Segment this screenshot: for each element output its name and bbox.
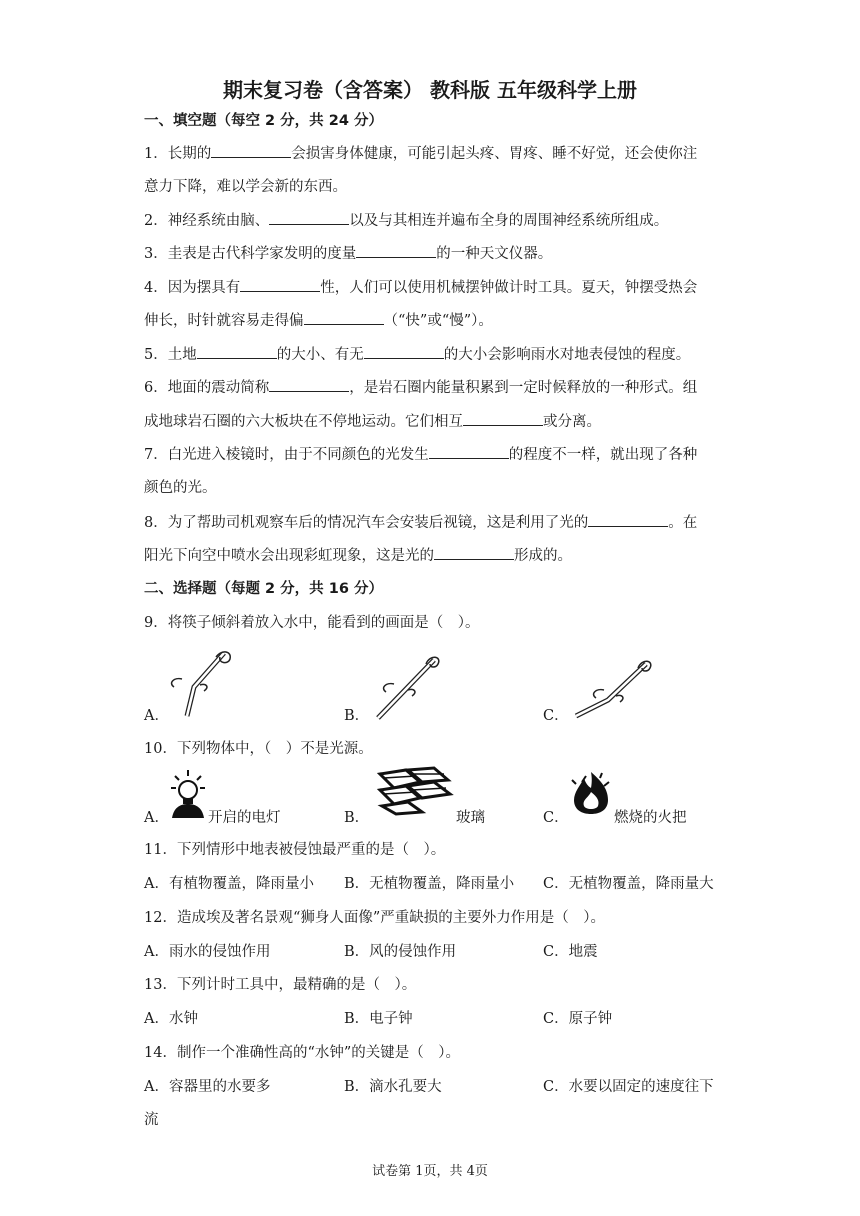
q6-blank-1[interactable] [269,377,349,392]
q1-text-b: 会损害身体健康，可能引起头疼、胃疼、睡不好觉，还会使你注 [291,146,698,162]
q5-blank-2[interactable] [364,344,444,359]
chopstick-in-water-a-image [166,645,246,720]
q9-option-a-label[interactable]: A． [144,708,169,724]
q12-option-a[interactable]: A．雨水的侵蚀作用 [144,944,271,960]
light-bulb-icon [170,768,206,820]
q7-text-a: 7．白光进入棱镜时，由于不同颜色的光发生 [144,447,429,463]
q4-text-c: 伸长，时针就容易走得偏 [144,313,304,329]
question-3 [144,243,552,264]
section-choice-heading: 二、选择题（每题 2 分，共 16 分） [144,581,383,597]
q8-text-d: 形成的。 [514,548,572,564]
q13-option-a[interactable]: A．水钟 [144,1011,198,1027]
q4-text-a: 4．因为摆具有 [144,280,241,296]
q10-option-a-text: 开启的电灯 [208,810,281,826]
q10-option-c-text: 燃烧的火把 [614,810,687,826]
question-12-stem: 12．造成埃及著名景观“狮身人面像”严重缺损的主要外力作用是（ ）。 [144,910,606,926]
q8-text-c: 阳光下向空中喷水会出现彩虹现象，这是光的 [144,548,434,564]
q7-text-b: 的程度不一样，就出现了各种 [508,447,698,463]
q12-option-c[interactable]: C．地震 [543,944,598,960]
q6-text-c: 成地球岩石圈的六大板块在不停地运动。它们相互 [144,414,463,430]
q8-blank-1[interactable] [588,512,668,527]
q2-text-b: 以及与其相连并遍布全身的周围神经系统所组成。 [349,213,669,229]
q6-text-d: 或分离。 [543,414,601,430]
page-footer: 试卷第 1页，共 4页 [372,1164,488,1179]
q11-option-b[interactable]: B．无植物覆盖，降雨量小 [344,876,515,892]
q14-option-c[interactable]: C．水要以固定的速度往下 [543,1079,714,1095]
q5-text-c: 的大小会影响雨水对地表侵蚀的程度。 [443,347,691,363]
q12-option-b[interactable]: B．风的侵蚀作用 [344,944,457,960]
question-6-line-2 [144,411,601,432]
q3-blank[interactable] [356,243,436,258]
q4-text-b: 性，人们可以使用机械摆钟做计时工具。夏天，钟摆受热会 [320,280,698,296]
chopstick-in-water-c-image [572,652,662,720]
question-6-line-1 [144,377,697,398]
q1-text-a: 1．长期的 [144,146,212,162]
q6-text-a: 6．地面的震动简称 [144,380,270,396]
q8-text-a: 8．为了帮助司机观察车后的情况汽车会安装后视镜，这是利用了光的 [144,515,589,531]
question-7-line-2: 颜色的光。 [144,480,217,496]
q10-option-b-label[interactable]: B． [344,810,370,826]
q9-option-c-label[interactable]: C． [543,708,569,724]
q6-blank-2[interactable] [463,411,543,426]
q4-blank-1[interactable] [240,277,320,292]
q13-option-b[interactable]: B．电子钟 [344,1011,413,1027]
q11-option-a[interactable]: A．有植物覆盖，降雨量小 [144,876,314,892]
question-4-line-2 [144,310,493,331]
q14-option-b[interactable]: B．滴水孔要大 [344,1079,442,1095]
question-2 [144,210,668,231]
q5-text-a: 5．土地 [144,347,197,363]
q4-blank-2[interactable] [304,310,384,325]
q5-text-b: 的大小、有无 [276,347,364,363]
q4-text-d: （“快”或“慢”）。 [383,313,493,329]
page-title: 期末复习卷（含答案） 教科版 五年级科学上册 [223,78,637,102]
q13-option-c[interactable]: C．原子钟 [543,1011,613,1027]
section-fill-in-heading: 一、填空题（每空 2 分，共 24 分） [144,113,383,129]
q7-blank[interactable] [429,444,509,459]
q14-option-c-continued: 流 [144,1112,159,1128]
q8-blank-2[interactable] [434,545,514,560]
question-10-stem: 10．下列物体中，（ ）不是光源。 [144,741,373,757]
question-8-line-2 [144,545,572,566]
q2-blank[interactable] [269,210,349,225]
question-1-line-2: 意力下降，难以学会新的东西。 [144,179,347,195]
q3-text-b: 的一种天文仪器。 [436,246,553,262]
question-11-stem: 11．下列情形中地表被侵蚀最严重的是（ ）。 [144,842,446,858]
q1-blank[interactable] [211,143,291,158]
q9-option-b-label[interactable]: B． [344,708,370,724]
question-4-line-1 [144,277,697,298]
burning-torch-icon [570,770,612,816]
question-1-line-1 [144,143,697,164]
glass-panes-image [376,768,454,814]
q5-blank-1[interactable] [197,344,277,359]
q14-option-a[interactable]: A．容器里的水要多 [144,1079,271,1095]
chopstick-in-water-b-image [372,650,452,722]
q10-option-b-text: 玻璃 [456,810,485,826]
question-14-stem: 14．制作一个准确性高的“水钟”的关键是（ ）。 [144,1045,461,1061]
question-7-line-1 [144,444,697,465]
question-8-line-1 [144,512,697,533]
question-9-stem: 9．将筷子倾斜着放入水中，能看到的画面是（ ）。 [144,615,480,631]
q10-option-a-label[interactable]: A． [144,810,169,826]
q6-text-b: ，是岩石圈内能量积累到一定时候释放的一种形式。组 [349,380,698,396]
q11-option-c[interactable]: C．无植物覆盖，降雨量大 [543,876,714,892]
q2-text-a: 2．神经系统由脑、 [144,213,270,229]
question-5 [144,344,690,365]
q8-text-b: 。在 [668,515,698,531]
q10-option-c-label[interactable]: C． [543,810,569,826]
q3-text-a: 3．圭表是古代科学家发明的度量 [144,246,357,262]
question-13-stem: 13．下列计时工具中，最精确的是（ ）。 [144,977,417,993]
